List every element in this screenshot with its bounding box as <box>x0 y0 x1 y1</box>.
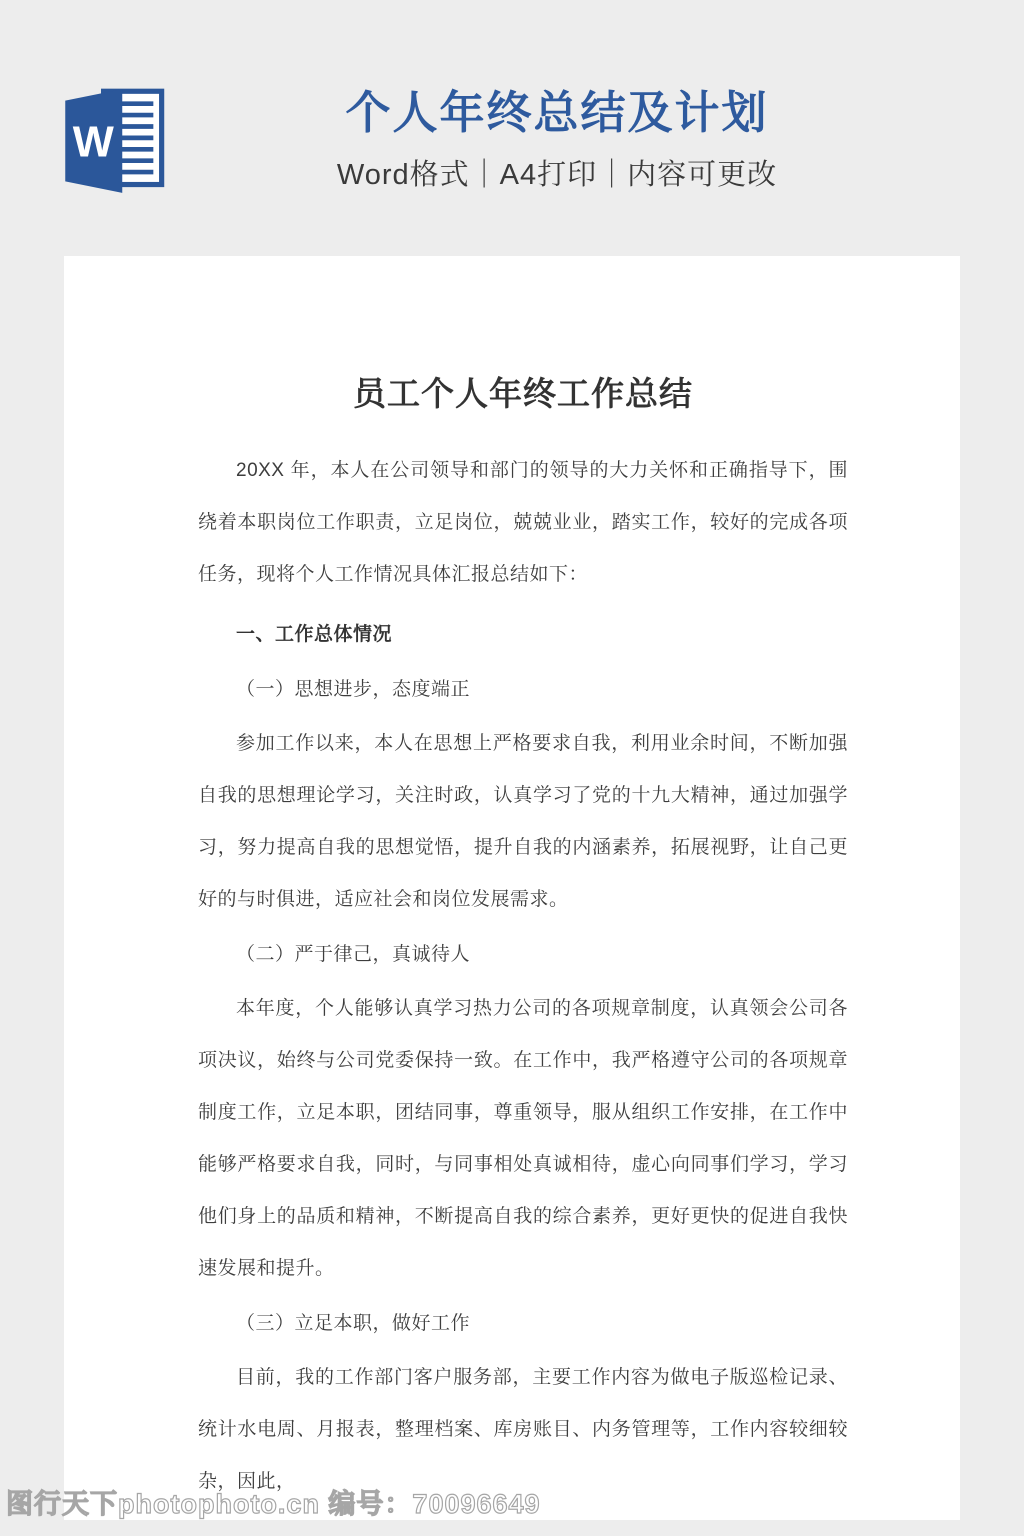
document-title: 员工个人年终工作总结 <box>353 375 693 412</box>
doc-subheading: （一）思想进步，态度端正 <box>236 679 471 700</box>
doc-paragraph: 本年度，个人能够认真学习热力公司的各项规章制度，认真领会公司各项决议，始终与公司党委保持一致。在工作中，我严格遵守公司的各项规章制度工作，立足本职，团结同事，尊重领导，服从组织工作安排，在工作中能够严格要求自我，同时，与同事相处真诚相待，虚心向同事们学习，学习他们身上的品质和精神，不断提高自我的综合素养，更好更快的促进自我快速发展和提升。 <box>198 998 848 1279</box>
doc-paragraph: 目前，我的工作部门客户服务部，主要工作内容为做电子版巡检记录、统计水电周、月报表，整理档案、库房账目、内务管理等，工作内容较细较杂，因此， <box>198 1367 848 1492</box>
doc-paragraph: 20XX 年，本人在公司领导和部门的领导的大力关怀和正确指导下，围绕着本职岗位工作职责，立足岗位，兢兢业业，踏实工作，较好的完成各项任务，现将个人工作情况具体汇报总结如下： <box>198 460 848 585</box>
site-watermark: 图行天下photophoto.cn 编号：70096649 <box>6 1489 541 1519</box>
doc-paragraph: 参加工作以来，本人在思想上严格要求自我，利用业余时间，不断加强自我的思想理论学习，关注时政，认真学习了党的十九大精神，通过加强学习，努力提高自我的思想觉悟，提升自我的内涵素养，拓展视野，让自己更好的与时俱进，适应社会和岗位发展需求。 <box>198 733 848 910</box>
header <box>0 0 1024 256</box>
doc-subheading: （三）立足本职，做好工作 <box>236 1313 471 1334</box>
template-title: 个人年终总结及计划 <box>345 87 769 138</box>
header-text <box>90 86 1024 193</box>
doc-heading: 一、工作总体情况 <box>236 624 393 645</box>
word-icon-letter: W <box>72 118 114 167</box>
document-content <box>198 368 848 1510</box>
template-subtitle: Word格式｜A4打印｜内容可更改 <box>336 159 778 191</box>
document-page <box>64 256 960 1520</box>
doc-subheading: （二）严于律己，真诚待人 <box>236 944 471 965</box>
document-blocks <box>198 445 848 1508</box>
